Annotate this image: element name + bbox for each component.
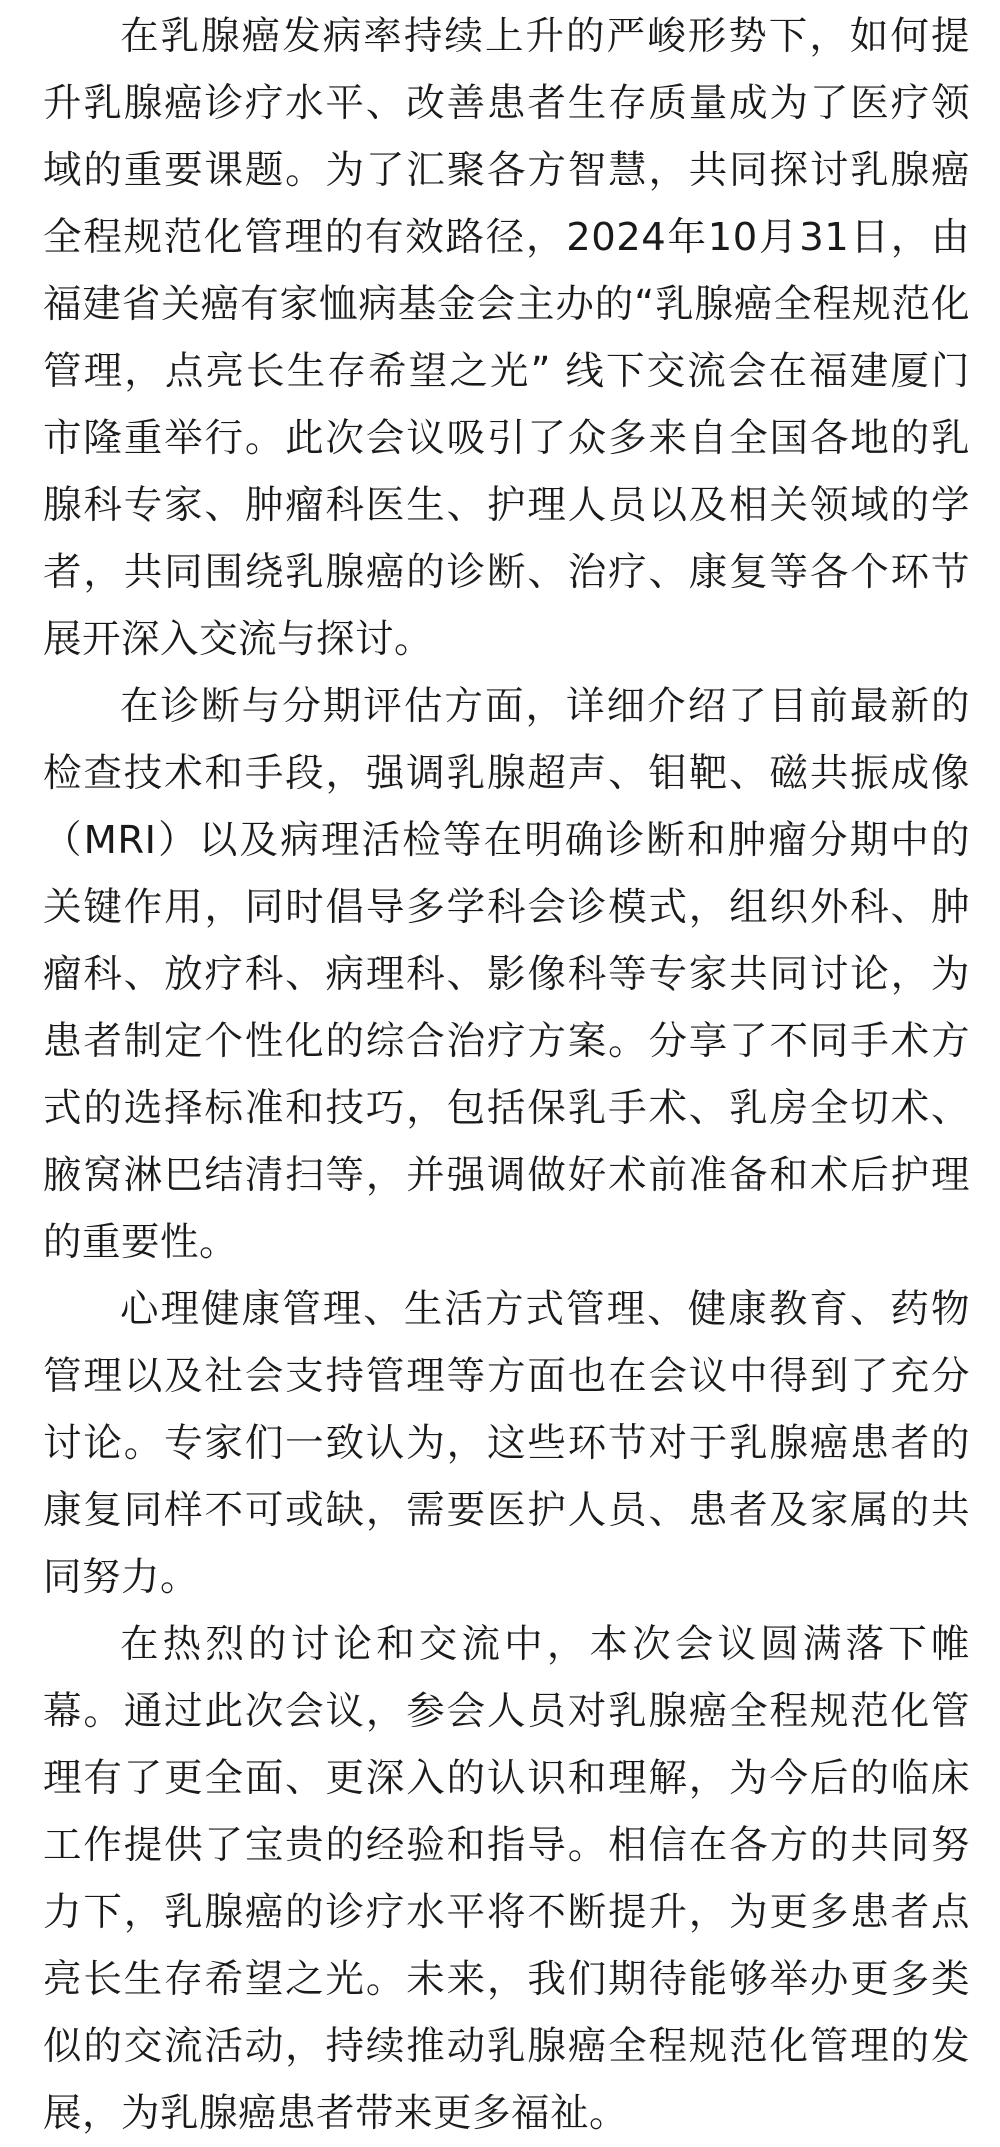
paragraph-conclusion: 在热烈的讨论和交流中，本次会议圆满落下帷幕。通过此次会议，参会人员对乳腺癌全程规范化管理有了更全面、更深入的认识和理解，为今后的临床工作提供了宝贵的经验和指导。相信在各方的共同努力下，乳腺癌的诊疗水平将不断提升，为更多患者点亮长生存希望之光。未来，我们期待能够举办更多类似的交流活动，持续推动乳腺癌全程规范化管理的发展，为乳腺癌患者带来更多福祉。 (43, 1622, 970, 2136)
article-body (0, 3, 1000, 2147)
paragraph-intro: 在乳腺癌发病率持续上升的严峻形势下，如何提升乳腺癌诊疗水平、改善患者生存质量成为了医疗领域的重要课题。为了汇聚各方智慧，共同探讨乳腺癌全程规范化管理的有效路径，2024年10月31日，由福建省关癌有家恤病基金会主办的“乳腺癌全程规范化管理，点亮长生存希望之光” 线下交流会在福建厦门市隆重举行。此次会议吸引了众多来自全国各地的乳腺科专家、肿瘤科医生、护理人员以及相关领域的学者，共同围绕乳腺癌的诊断、治疗、康复等各个环节展开深入交流与探讨。 (43, 14, 970, 662)
paragraph-management: 心理健康管理、生活方式管理、健康教育、药物管理以及社会支持管理等方面也在会议中得到了充分讨论。专家们一致认为，这些环节对于乳腺癌患者的康复同样不可或缺，需要医护人员、患者及家属的共同努力。 (43, 1287, 970, 1600)
paragraph-diagnosis: 在诊断与分期评估方面，详细介绍了目前最新的检查技术和手段，强调乳腺超声、钼靶、磁共振成像（MRI）以及病理活检等在明确诊断和肿瘤分期中的关键作用，同时倡导多学科会诊模式，组织外科、肿瘤科、放疗科、病理科、影像科等专家共同讨论，为患者制定个性化的综合治疗方案。分享了不同手术方式的选择标准和技巧，包括保乳手术、乳房全切术、腋窝淋巴结清扫等，并强调做好术前准备和术后护理的重要性。 (43, 684, 970, 1265)
